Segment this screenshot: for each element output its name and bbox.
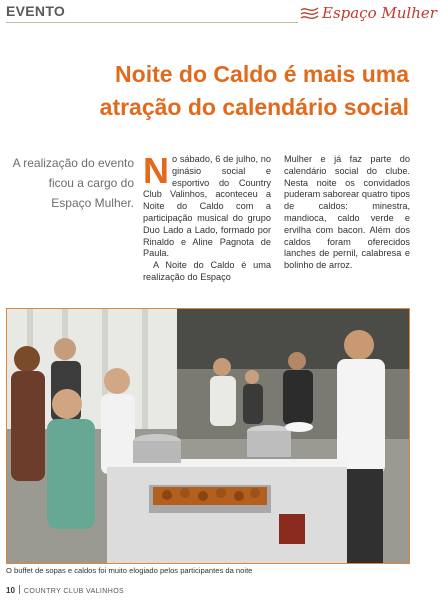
photo-caption: O buffet de sopas e caldos foi muito elogiado pelos participantes da noite — [6, 566, 253, 575]
magazine-name: COUNTRY CLUB VALINHOS — [23, 588, 125, 595]
section-label: EVENTO — [6, 3, 66, 19]
brand-logo — [300, 2, 440, 26]
article-column-1 — [143, 150, 271, 284]
page-header — [0, 0, 443, 26]
brand-name: Espaço Mulher — [322, 4, 437, 22]
article-paragraph-2-cont: Mulher e já faz parte do calendário social do clube. Nesta noite os convidados puderam saborear quatro tipos de caldos: minestra, mandioca, caldo verde e ervilha com bacon. Além dos caldos foram oferecidos lanches de pernil, calabresa e bolinho de arroz. — [284, 154, 410, 271]
pull-quote: A realização do evento ficou a cargo do Espaço Mulher. — [12, 156, 134, 210]
article-headline: Noite do Caldo é mais uma atração do calendário social — [99, 61, 409, 120]
article-paragraph-1 — [143, 150, 271, 260]
footer-divider — [19, 585, 20, 594]
page-number: 10 — [6, 586, 15, 595]
page-footer — [6, 585, 124, 597]
header-divider — [6, 22, 298, 23]
brand-flourish-icon — [300, 5, 320, 21]
event-photo — [6, 308, 410, 564]
drop-cap: N — [143, 150, 169, 191]
paragraph-1-text: o sábado, 6 de julho, no ginásio social e esportivo do Country Club Valinhos, aconteceu a Noite do Caldo com a participação musical do grupo Duo Lado a Lado, formado por Rinaldo e Aline Pagnota de Paula. — [143, 154, 271, 259]
article-paragraph-2: A Noite do Caldo é uma realização do Espaço — [143, 260, 271, 282]
buffet-scene-illustration — [7, 309, 409, 563]
article-column-2 — [284, 154, 410, 272]
